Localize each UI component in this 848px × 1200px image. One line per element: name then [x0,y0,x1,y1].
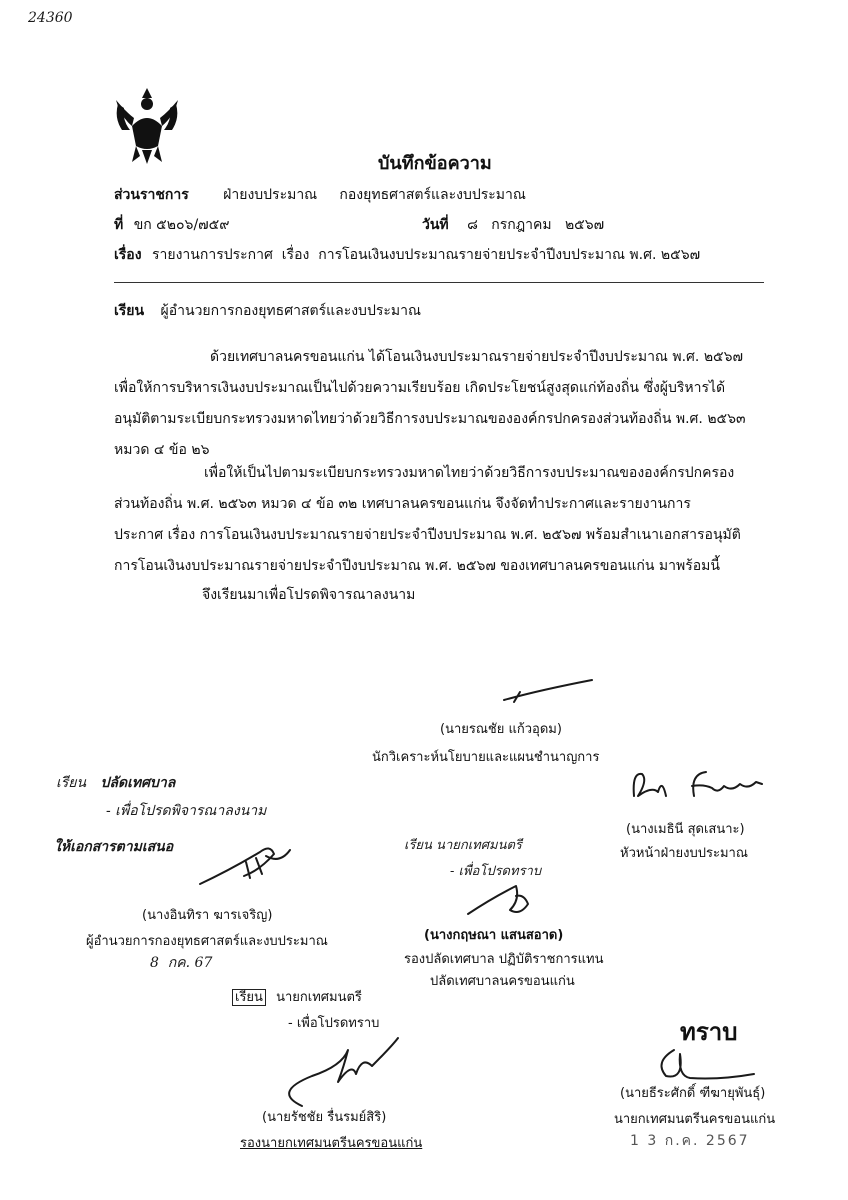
deputy-clerk-signature [462,880,562,920]
body-line: เพื่อให้เป็นไปตามระเบียบกระทรวงมหาดไทยว่าด้วยวิธีการงบประมาณขององค์กรปกครอง [204,465,735,481]
to-mayor-purpose-2: - เพื่อโปรดทราบ [288,1016,380,1031]
closing-line: จึงเรียนมาเพื่อโปรดพิจารณาลงนาม [202,587,416,603]
deputy-mayor-name: (นายรัชชัย รื่นรมย์สิริ) [262,1110,387,1125]
analyst-position: นักวิเคราะห์นโยบายและแผนชำนาญการ [372,750,600,765]
memo-title: บันทึกข้อความ [378,153,492,174]
mayor-position: นายกเทศมนตรีนครขอนแก่น [614,1112,776,1127]
mayor-date-stamp: 1 3 ก.ค. 2567 [630,1133,750,1149]
analyst-signature [500,676,600,706]
ref-row [114,214,230,236]
director-date: 8 กค. 67 [150,955,213,971]
to-mayor-note-1: เรียน นายกเทศมนตรี [404,838,522,853]
body-paragraph-2 [114,458,764,582]
subject-value: รายงานการประกาศ เรื่อง การโอนเงินงบประมาณรายจ่ายประจำปีงบประมาณ พ.ศ. ๒๕๖๗ [152,247,701,263]
deputy-mayor-position: รองนายกเทศมนตรีนครขอนแก่น [240,1136,423,1151]
analyst-name: (นายรณชัย แก้วอุดม) [440,722,562,737]
body-line: ส่วนท้องถิ่น พ.ศ. ๒๕๖๓ หมวด ๔ ข้อ ๓๒ เทศบาลนครขอนแก่น จึงจัดทำประกาศและรายงานการ [114,496,691,512]
date-value: ๘ กรกฎาคม ๒๕๖๗ [467,217,605,233]
body-line: ประกาศ เรื่อง การโอนเงินงบประมาณรายจ่ายประจำปีงบประมาณ พ.ศ. ๒๕๖๗ พร้อมสำเนาเอกสารอนุมัติ [114,527,741,543]
agency-row [114,184,526,206]
body-line: อนุมัติตามระเบียบกระทรวงมหาดไทยว่าด้วยวิธีการงบประมาณขององค์กรปกครองส่วนท้องถิ่น พ.ศ. ๒๕๖๓ [114,411,746,427]
garuda-emblem [112,86,182,166]
director-position: ผู้อำนวยการกองยุทธศาสตร์และงบประมาณ [86,934,328,949]
body-line: หมวด ๔ ข้อ ๒๖ [114,442,210,458]
to-clerk-value: ปลัดเทศบาล [100,775,176,791]
budget-head-name: (นางเมธินี สุดเสนาะ) [626,822,745,837]
mayor-name: (นายธีระศักดิ์ ฑีฆายุพันธุ์) [620,1086,766,1101]
body-paragraph-1 [114,342,764,466]
salutation-row [114,300,421,322]
header-divider [114,282,764,283]
date-row [422,214,604,236]
director-handwritten-note: ให้เอกสารตามเสนอ [54,839,174,855]
deputy-clerk-position-2: ปลัดเทศบาลนครขอนแก่น [430,974,575,989]
agency-label: ส่วนราชการ [114,187,189,203]
salutation-label: เรียน [114,303,145,319]
body-line: การโอนเงินงบประมาณรายจ่ายประจำปีงบประมาณ พ.ศ. ๒๕๖๗ ของเทศบาลนครขอนแก่น มาพร้อมนี้ [114,558,720,574]
to-clerk-purpose: - เพื่อโปรดพิจารณาลงนาม [106,803,267,819]
ref-label: ที่ [114,217,124,233]
director-name: (นางอินทิรา ฆารเจริญ) [142,908,273,923]
to-clerk-label: เรียน [56,775,87,791]
deputy-clerk-position-1: รองปลัดเทศบาล ปฏิบัติราชการแทน [404,952,604,967]
to-mayor-note-2 [232,986,362,1007]
body-line: เพื่อให้การบริหารเงินงบประมาณเป็นไปด้วยความเรียบร้อย เกิดประโยชน์สูงสุดแก่ท้องถิ่น ซึ่งผู้บริหารได้ [114,380,726,396]
ref-value: ขก ๕๒๐๖/๗๕๙ [133,217,230,233]
to-mayor-value: นายกเทศมนตรี [276,990,362,1005]
to-clerk-note [56,772,175,794]
subject-label: เรื่อง [114,247,142,263]
body-line: ด้วยเทศบาลนครขอนแก่น ได้โอนเงินงบประมาณรายจ่ายประจำปีงบประมาณ พ.ศ. ๒๕๖๗ [210,349,744,365]
deputy-mayor-signature [272,1032,412,1112]
salutation-value: ผู้อำนวยการกองยุทธศาสตร์และงบประมาณ [160,303,421,319]
budget-head-position: หัวหน้าฝ่ายงบประมาณ [620,846,748,861]
director-signature [190,840,300,890]
agency-value: ฝ่ายงบประมาณ กองยุทธศาสตร์และงบประมาณ [223,187,526,203]
to-mayor-purpose-1: - เพื่อโปรดทราบ [450,864,542,879]
subject-row [114,244,700,266]
budget-head-signature [628,766,778,806]
acknowledged-stamp: ทราบ [680,1018,738,1046]
deputy-clerk-name: (นางกฤษณา แสนสอาด) [424,928,564,943]
to-mayor-label: เรียน [232,989,266,1006]
mayor-signature [650,1040,760,1084]
date-label: วันที่ [422,217,449,233]
margin-note: 24360 [28,10,73,26]
